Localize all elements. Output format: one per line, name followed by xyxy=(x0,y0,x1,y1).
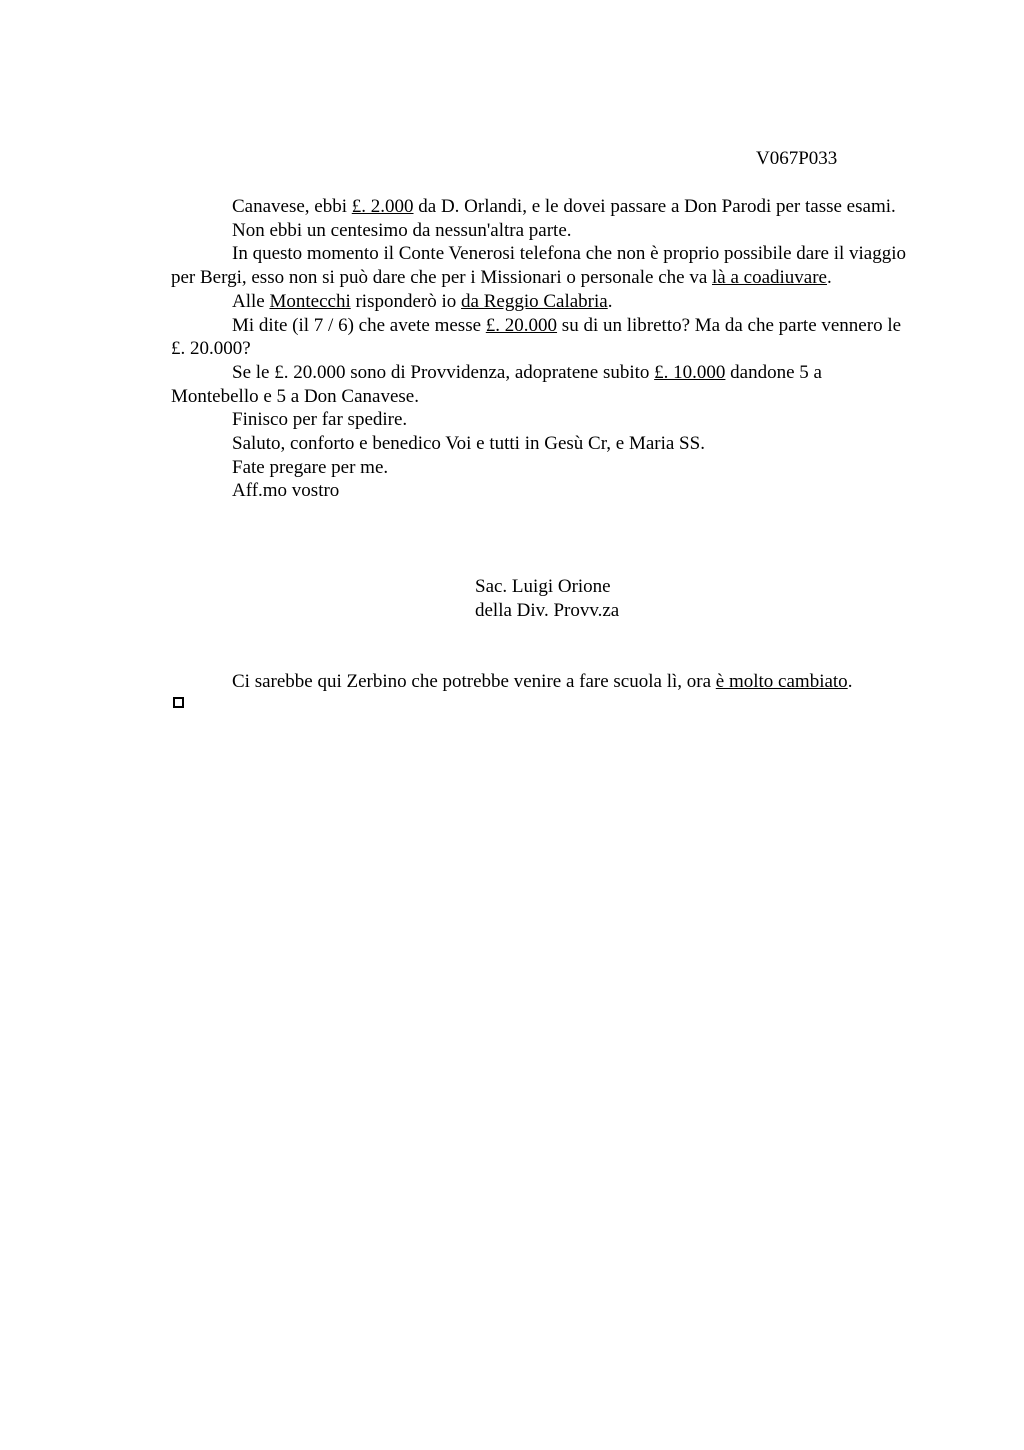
paragraph-1-text-a: Canavese, ebbi xyxy=(232,196,352,217)
paragraph-10-text: Aff.mo vostro xyxy=(232,480,340,502)
paragraph-2-text: Non ebbi un centesimo da nessun'altra parte. xyxy=(232,219,572,241)
underlined-reggio-calabria: da Reggio Calabria xyxy=(461,290,608,312)
paragraph-7-text: Finisco per far spedire. xyxy=(232,409,408,431)
paragraph-8 xyxy=(171,432,913,456)
paragraph-9 xyxy=(171,456,913,480)
paragraph-4-text-c: risponderò io xyxy=(350,290,462,312)
paragraph-4-text-a: Alle xyxy=(232,290,270,312)
paragraph-4 xyxy=(171,290,913,314)
paragraph-5-text-c: su di un libretto? Ma da che parte vennero le £. 20.000? xyxy=(171,314,902,360)
paragraph-5-text-a: Mi dite (il 7 / 6) che avete messe xyxy=(232,314,486,336)
paragraph-9-text: Fate pregare per me. xyxy=(232,456,389,478)
paragraph-1 xyxy=(171,195,913,219)
paragraph-3-text-c: . xyxy=(826,267,832,289)
signature-block xyxy=(475,575,619,622)
paragraph-10 xyxy=(171,479,913,503)
amount-20000: £. 20.000 xyxy=(485,314,558,336)
amount-10000: £. 10.000 xyxy=(654,361,726,383)
paragraph-6 xyxy=(171,361,913,408)
paragraph-4-text-e: . xyxy=(607,290,613,312)
letter-body xyxy=(171,195,913,503)
signature-name: Sac. Luigi Orione xyxy=(475,576,611,597)
paragraph-1-text-c: da D. Orlandi, e le dovei passare a Don Parodi per tasse esami. xyxy=(413,196,896,217)
amount-2000: £. 2.000 xyxy=(351,196,414,217)
page-id: V067P033 xyxy=(756,148,838,169)
underlined-la-a-coadiuvare: là a coadiuvare xyxy=(712,267,827,289)
postscript-paragraph xyxy=(171,670,931,694)
underlined-montecchi: Montecchi xyxy=(269,290,351,312)
paragraph-2 xyxy=(171,219,913,243)
postscript-text-a: Ci sarebbe qui Zerbino che potrebbe venire a fare scuola lì, ora xyxy=(232,671,716,692)
paragraph-6-text-c: dandone 5 a Montebello e 5 a Don Canavese. xyxy=(171,361,822,407)
postscript xyxy=(171,670,931,694)
paragraph-6-text-a: Se le £. 20.000 sono di Provvidenza, adopratene subito xyxy=(232,361,655,383)
paragraph-8-text: Saluto, conforto e benedico Voi e tutti in Gesù Cr, e Maria SS. xyxy=(232,433,705,455)
paragraph-5 xyxy=(171,314,913,361)
paragraph-3 xyxy=(171,242,913,289)
checkbox-square-icon xyxy=(173,697,184,708)
paragraph-3-text-a: In questo momento il Conte Venerosi telefona che non è proprio possibile dare il viaggio per Bergi, esso non si può dare che per i Missionari o personale che va xyxy=(171,243,906,289)
paragraph-7 xyxy=(171,408,913,432)
postscript-text-c: . xyxy=(847,671,853,692)
underlined-molto-cambiato: è molto cambiato xyxy=(715,671,848,692)
signature-title: della Div. Provv.za xyxy=(475,599,620,621)
